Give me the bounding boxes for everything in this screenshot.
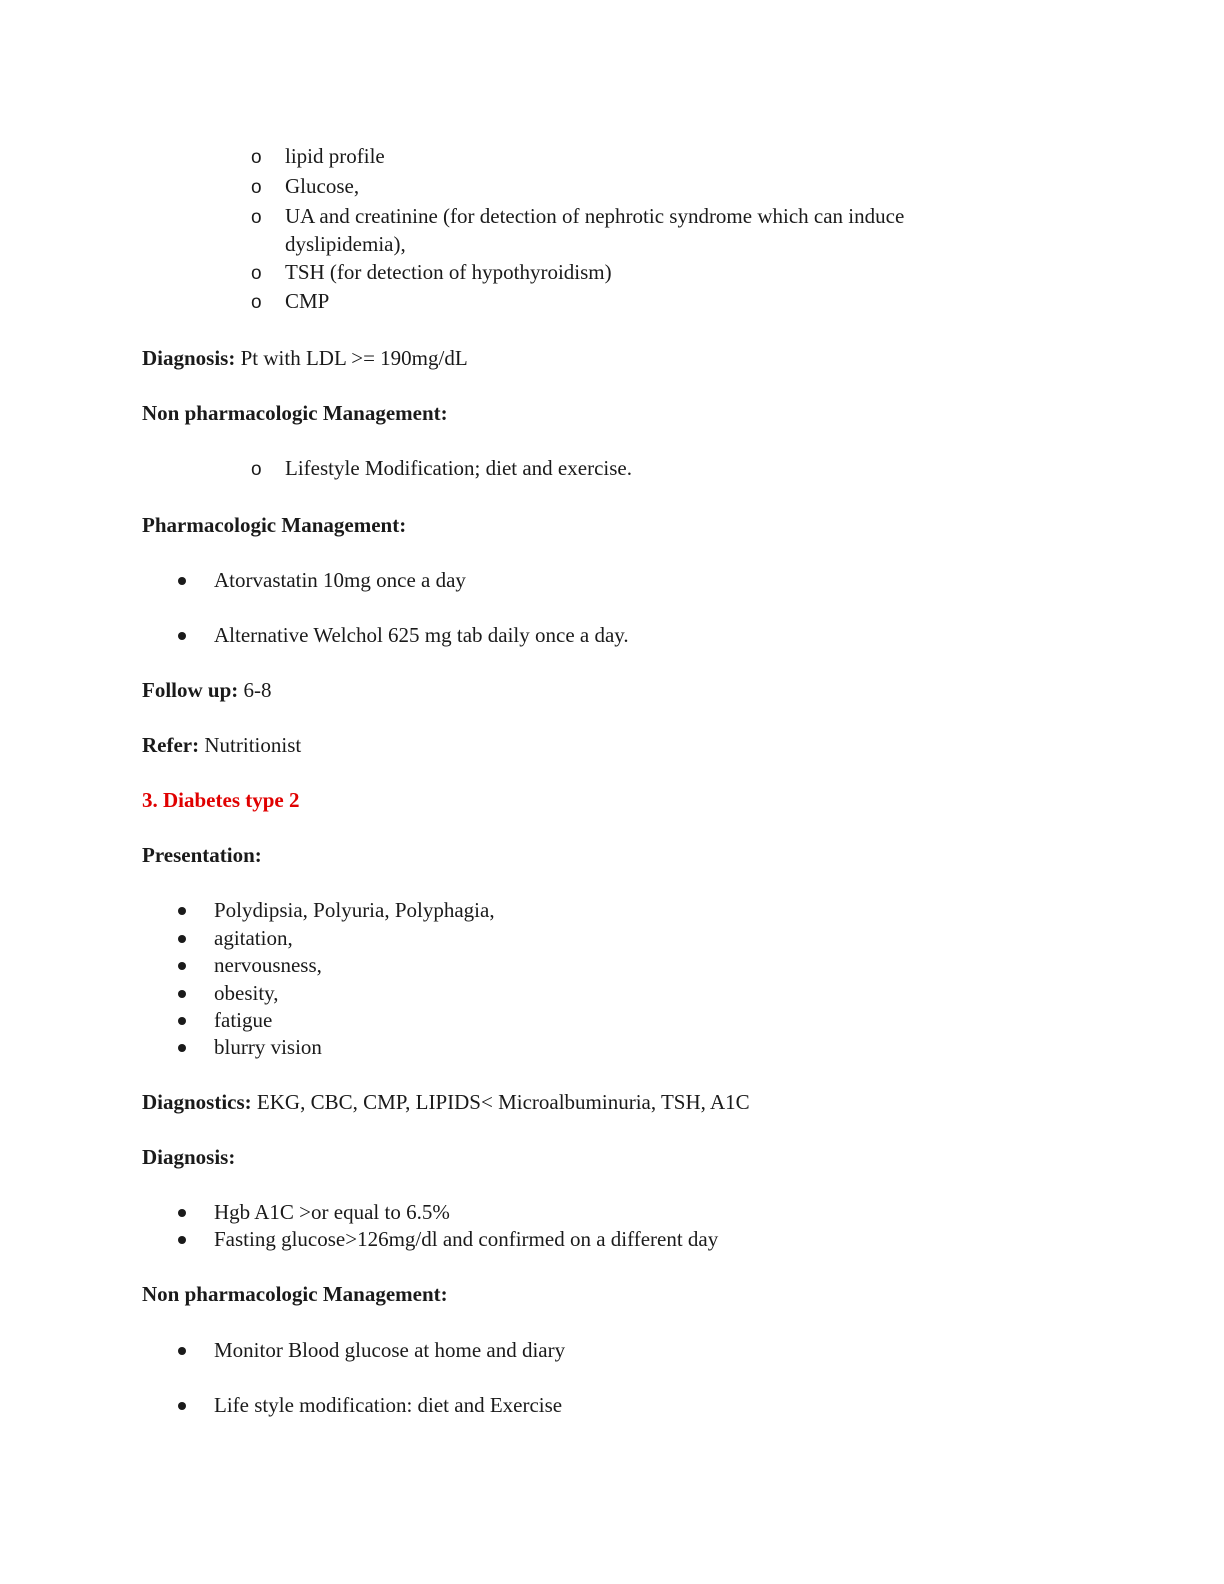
list-item-continuation: dyslipidemia), — [285, 232, 406, 256]
bullet-dot-icon — [178, 1044, 186, 1052]
list-item: Fasting glucose>126mg/dl and confirmed on a different day — [214, 1227, 719, 1251]
section-title: 3. Diabetes type 2 — [142, 788, 300, 812]
bullet-dot-icon — [178, 1236, 186, 1244]
bullet-dot-icon — [178, 962, 186, 970]
refer-line: Refer: Nutritionist — [142, 733, 302, 757]
circle-bullet-icon: o — [251, 177, 262, 198]
list-item: Lifestyle Modification; diet and exercise. — [285, 456, 632, 480]
list-item: Atorvastatin 10mg once a day — [214, 568, 466, 592]
list-item: CMP — [285, 289, 330, 313]
list-item: Alternative Welchol 625 mg tab daily once a day. — [214, 623, 629, 647]
bullet-dot-icon — [178, 1402, 186, 1410]
nonpharm-heading: Non pharmacologic Management: — [142, 401, 448, 425]
bullet-dot-icon — [178, 1209, 186, 1217]
followup-line: Follow up: 6-8 — [142, 678, 272, 702]
list-item: nervousness, — [214, 953, 322, 977]
bullet-dot-icon — [178, 1017, 186, 1025]
list-item: Monitor Blood glucose at home and diary — [214, 1338, 566, 1362]
diagnosis-line — [142, 348, 468, 369]
list-item: UA and creatinine (for detection of nephrotic syndrome which can induce — [285, 204, 905, 228]
list-item: Life style modification: diet and Exercise — [214, 1393, 563, 1417]
circle-bullet-icon: o — [251, 207, 262, 228]
bullet-dot-icon — [178, 935, 186, 943]
diagnostics-line: Diagnostics: EKG, CBC, CMP, LIPIDS< Microalbuminuria, TSH, A1C — [142, 1090, 750, 1114]
list-item: TSH (for detection of hypothyroidism) — [285, 260, 612, 284]
bullet-dot-icon — [178, 990, 186, 998]
list-item: agitation, — [214, 926, 293, 950]
list-item: obesity, — [214, 981, 279, 1005]
pharm-heading: Pharmacologic Management: — [142, 513, 407, 537]
list-item: lipid profile — [285, 144, 385, 168]
diagnosis-heading: Diagnosis: — [142, 1145, 236, 1169]
diagnosis-label: Diagnosis: — [142, 346, 236, 370]
diagnosis-text: Pt with LDL >= 190mg/dL — [235, 346, 468, 370]
list-item: Polydipsia, Polyuria, Polyphagia, — [214, 898, 495, 922]
presentation-heading: Presentation: — [142, 843, 262, 867]
circle-bullet-icon: o — [251, 147, 262, 168]
circle-bullet-icon: o — [251, 263, 262, 284]
list-item: blurry vision — [214, 1035, 322, 1059]
list-item: fatigue — [214, 1008, 273, 1032]
circle-bullet-icon: o — [251, 459, 262, 480]
circle-bullet-icon: o — [251, 292, 262, 313]
nonpharm-heading: Non pharmacologic Management: — [142, 1282, 448, 1306]
list-item: Glucose, — [285, 174, 360, 198]
bullet-dot-icon — [178, 1347, 186, 1355]
list-item: Hgb A1C >or equal to 6.5% — [214, 1200, 450, 1224]
bullet-dot-icon — [178, 632, 186, 640]
bullet-dot-icon — [178, 907, 186, 915]
bullet-dot-icon — [178, 577, 186, 585]
